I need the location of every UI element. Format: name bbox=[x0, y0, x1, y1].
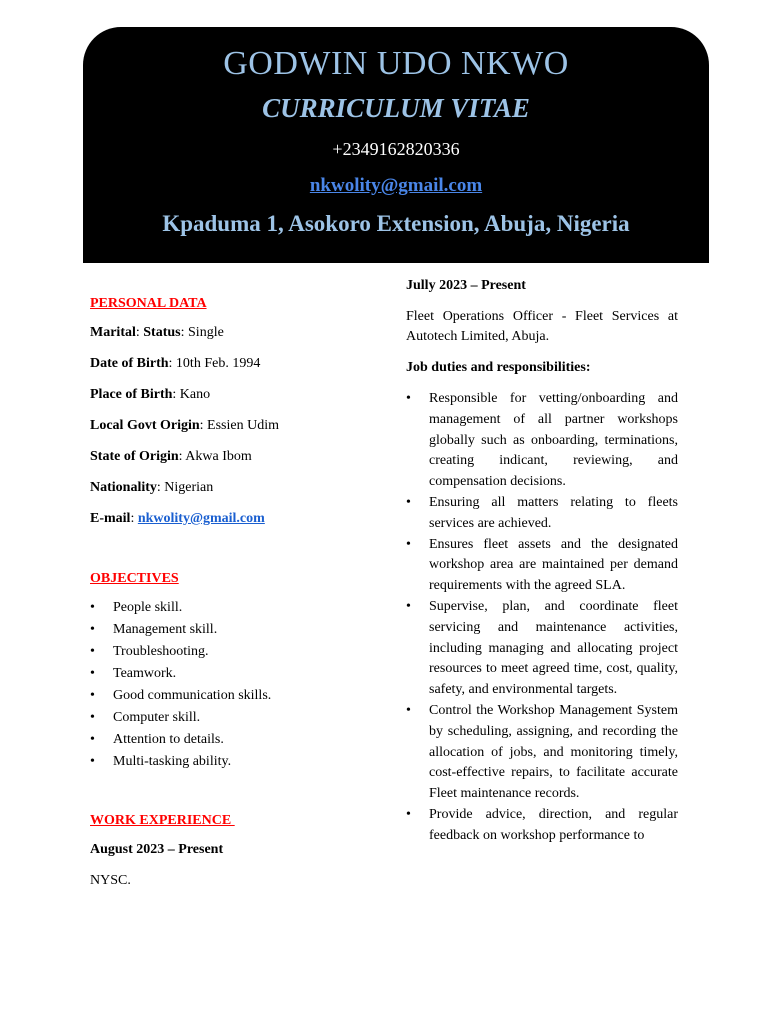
nationality-label: Nationality bbox=[90, 480, 157, 495]
lga-label: Local Govt Origin bbox=[90, 418, 200, 433]
duties-list bbox=[406, 389, 678, 847]
list-item: • Provide advice, direction, and regular feedback on workshop performance to bbox=[406, 805, 678, 847]
phone-number: +2349162820336 bbox=[332, 139, 460, 159]
personal-marital-status bbox=[90, 323, 390, 343]
marital-label: Marital bbox=[90, 325, 136, 340]
list-item: • Troubleshooting. bbox=[90, 641, 390, 663]
dob-label: Date of Birth bbox=[90, 356, 169, 371]
candidate-name: GODWIN UDO NKWO bbox=[223, 45, 569, 82]
nationality-value: : Nigerian bbox=[156, 480, 214, 495]
duties-heading: Job duties and responsibilities: bbox=[406, 360, 591, 375]
pob-label: Place of Birth bbox=[90, 387, 173, 402]
list-item: • Ensures fleet assets and the designated workshop area are maintained per demand requirements with the agreed SLA. bbox=[406, 535, 678, 597]
job-role: Fleet Operations Officer - Fleet Services at Autotech Limited, Abuja. bbox=[406, 309, 678, 344]
list-item: • Management skill. bbox=[90, 619, 390, 641]
work-date: August 2023 – Present bbox=[90, 842, 224, 857]
personal-data-heading: PERSONAL DATA bbox=[90, 296, 207, 311]
list-item: • Attention to details. bbox=[90, 729, 390, 751]
list-item: • Supervise, plan, and coordinate fleet servicing and maintenance activities, including managing and allocating project resources to meet agreed time, cost, quality, safety, and environmental targets. bbox=[406, 597, 678, 701]
cv-header bbox=[83, 27, 709, 263]
work-role: NYSC. bbox=[90, 873, 131, 888]
document-subtitle: CURRICULUM VITAE bbox=[262, 93, 530, 123]
email-sep: : bbox=[130, 511, 138, 526]
address: Kpaduma 1, Asokoro Extension, Abuja, Nigeria bbox=[162, 211, 630, 236]
list-item: • People skill. bbox=[90, 597, 390, 619]
list-item: • Responsible for vetting/onboarding and management of all partner workshops globally such as onboarding, terminations, creating indicant, reviewing, and compensation decisions. bbox=[406, 389, 678, 493]
marital-value: : Single bbox=[180, 325, 224, 340]
list-item: • Ensuring all matters relating to fleets services are achieved. bbox=[406, 493, 678, 535]
state-label: State of Origin bbox=[90, 449, 179, 464]
dob-value: : 10th Feb. 1994 bbox=[168, 356, 261, 371]
header-email-link[interactable]: nkwolity@gmail.com bbox=[309, 175, 483, 196]
objectives-heading: OBJECTIVES bbox=[90, 571, 179, 586]
right-column bbox=[406, 276, 678, 847]
objectives-list bbox=[90, 597, 390, 773]
lga-value: : Essien Udim bbox=[199, 418, 280, 433]
work-experience-heading: WORK EXPERIENCE bbox=[90, 813, 235, 828]
list-item: • Computer skill. bbox=[90, 707, 390, 729]
left-column bbox=[90, 296, 390, 891]
personal-dob bbox=[90, 354, 390, 374]
personal-lga bbox=[90, 416, 390, 436]
job-date: Jully 2023 – Present bbox=[406, 278, 526, 293]
personal-email bbox=[90, 509, 390, 529]
marital-sep: : bbox=[135, 325, 144, 340]
email-label: E-mail bbox=[90, 511, 131, 526]
personal-state bbox=[90, 447, 390, 467]
list-item: • Teamwork. bbox=[90, 663, 390, 685]
list-item: • Multi-tasking ability. bbox=[90, 751, 390, 773]
list-item: • Control the Workshop Management System by scheduling, assigning, and recording the allocation of jobs, and monitoring timely, cost-effective repairs, to facilitate accurate Fleet maintenance records. bbox=[406, 701, 678, 805]
state-value: : Akwa Ibom bbox=[178, 449, 252, 464]
personal-email-link[interactable]: nkwolity@gmail.com bbox=[137, 511, 265, 526]
status-label: Status bbox=[143, 325, 181, 340]
personal-pob bbox=[90, 385, 390, 405]
pob-value: : Kano bbox=[172, 387, 211, 402]
personal-nationality bbox=[90, 478, 390, 498]
list-item: • Good communication skills. bbox=[90, 685, 390, 707]
